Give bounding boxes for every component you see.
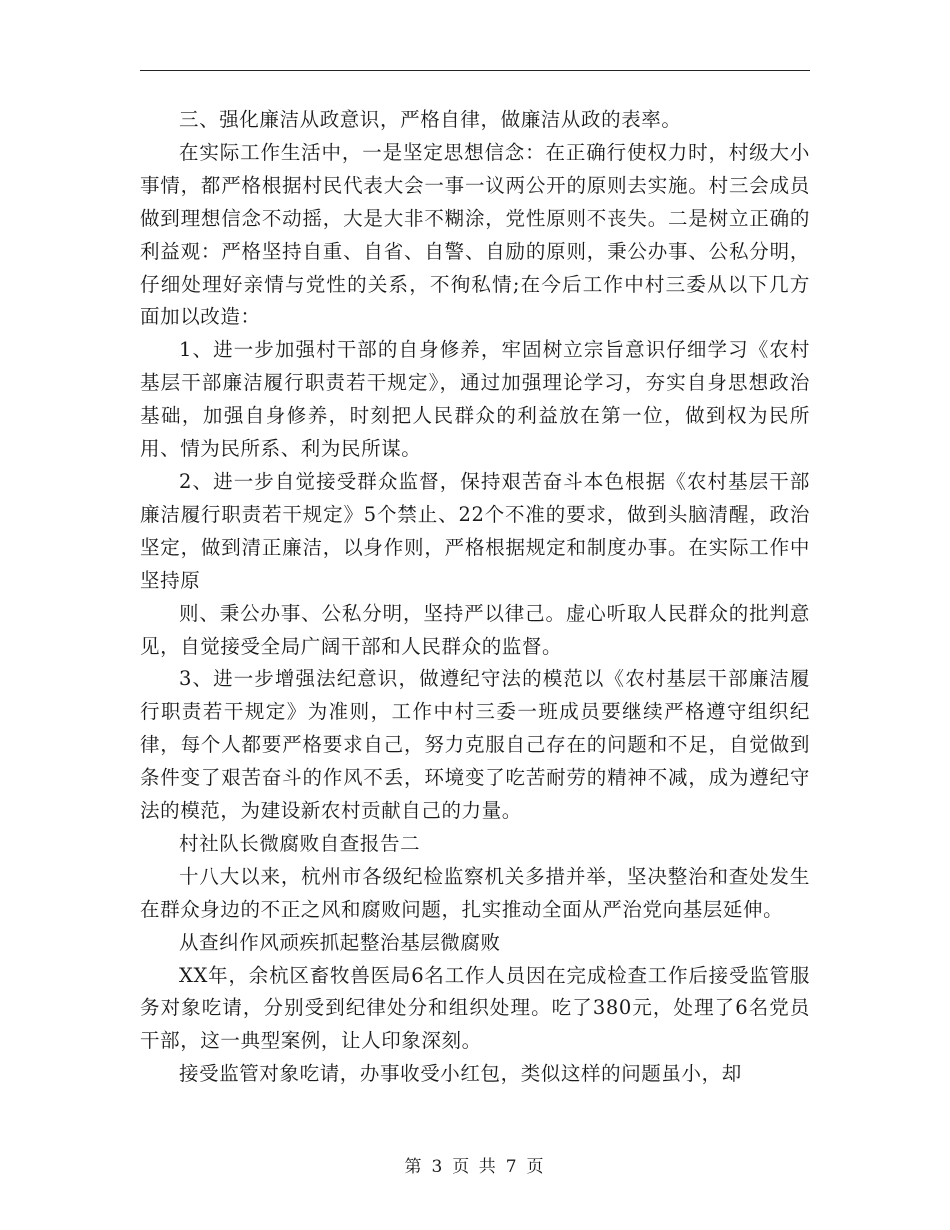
section-heading: 从查纠作风顽疾抓起整治基层微腐败 (179, 930, 501, 954)
body-paragraph: 在实际工作生活中，一是坚定思想信念：在正确行使权力时，村级大小事情，都严格根据村民代表大会一事一议两公开的原则去实施。村三会成员做到理想信念不动摇，大是大非不糊涂，党性原则不丧失。二是树立正确的利益观：严格坚持自重、自省、自警、自励的原则，秉公办事、公私分明，仔细处理好亲情与党性的关系，不徇私情;在今后工作中村三委从以下几方面加以改造： (140, 140, 810, 329)
body-paragraph: 2、进一步自觉接受群众监督，保持艰苦奋斗本色根据《农村基层干部廉洁履行职责若干规定》5个禁止、22个不准的要求，做到头脑清醒，政治坚定，做到清正廉洁，以身作则，严格根据规定和制度办事。在实际工作中坚持原 (140, 469, 810, 592)
body-paragraph: 则、秉公办事、公私分明，坚持严以律己。虚心听取人民群众的批判意见，自觉接受全局广阔干部和人民群众的监督。 (140, 601, 810, 658)
body-paragraph: 3、进一步增强法纪意识，做遵纪守法的模范以《农村基层干部廉洁履行职责若干规定》为准则，工作中村三委一班成员要继续严格遵守组织纪律，每个人都要严格要求自己，努力克服自己存在的问题和不足，自觉做到条件变了艰苦奋斗的作风不丢，环境变了吃苦耐劳的精神不减，成为遵纪守法的模范，为建设新农村贡献自己的力量。 (140, 667, 810, 823)
section-heading: 三、强化廉洁从政意识，严格自律，做廉洁从政的表率。 (179, 108, 682, 131)
body-paragraph: 接受监管对象吃请，办事收受小红包，类似这样的问题虽小，却 (179, 1062, 742, 1086)
page-footer (0, 1152, 950, 1177)
body-paragraph: 十八大以来，杭州市各级纪检监察机关多措并举，坚决整治和查处发生在群众身边的不正之风和腐败问题，扎实推动全面从严治党向基层延伸。 (140, 864, 810, 921)
page-label-prefix: 第 (404, 1157, 424, 1177)
page-label-suffix: 页 (526, 1157, 546, 1177)
document-body (140, 104, 810, 1091)
body-paragraph: XX年，余杭区畜牧兽医局6名工作人员因在完成检查工作后接受监管服务对象吃请，分别受到纪律处分和组织处理。吃了380元，处理了6名党员干部，这一典型案例，让人印象深刻。 (140, 963, 810, 1053)
page-label-mid: 页 共 (452, 1157, 498, 1177)
current-page-number: 3 (431, 1157, 445, 1177)
report-subtitle: 村社队长微腐败自查报告二 (179, 831, 421, 855)
total-pages-number: 7 (505, 1157, 519, 1177)
header-rule (140, 70, 810, 71)
body-paragraph: 1、进一步加强村干部的自身修养，牢固树立宗旨意识仔细学习《农村基层干部廉洁履行职责若干规定》，通过加强理论学习，夯实自身思想政治基础，加强自身修养，时刻把人民群众的利益放在第一位，做到权为民所用、情为民所系、利为民所谋。 (140, 338, 810, 461)
